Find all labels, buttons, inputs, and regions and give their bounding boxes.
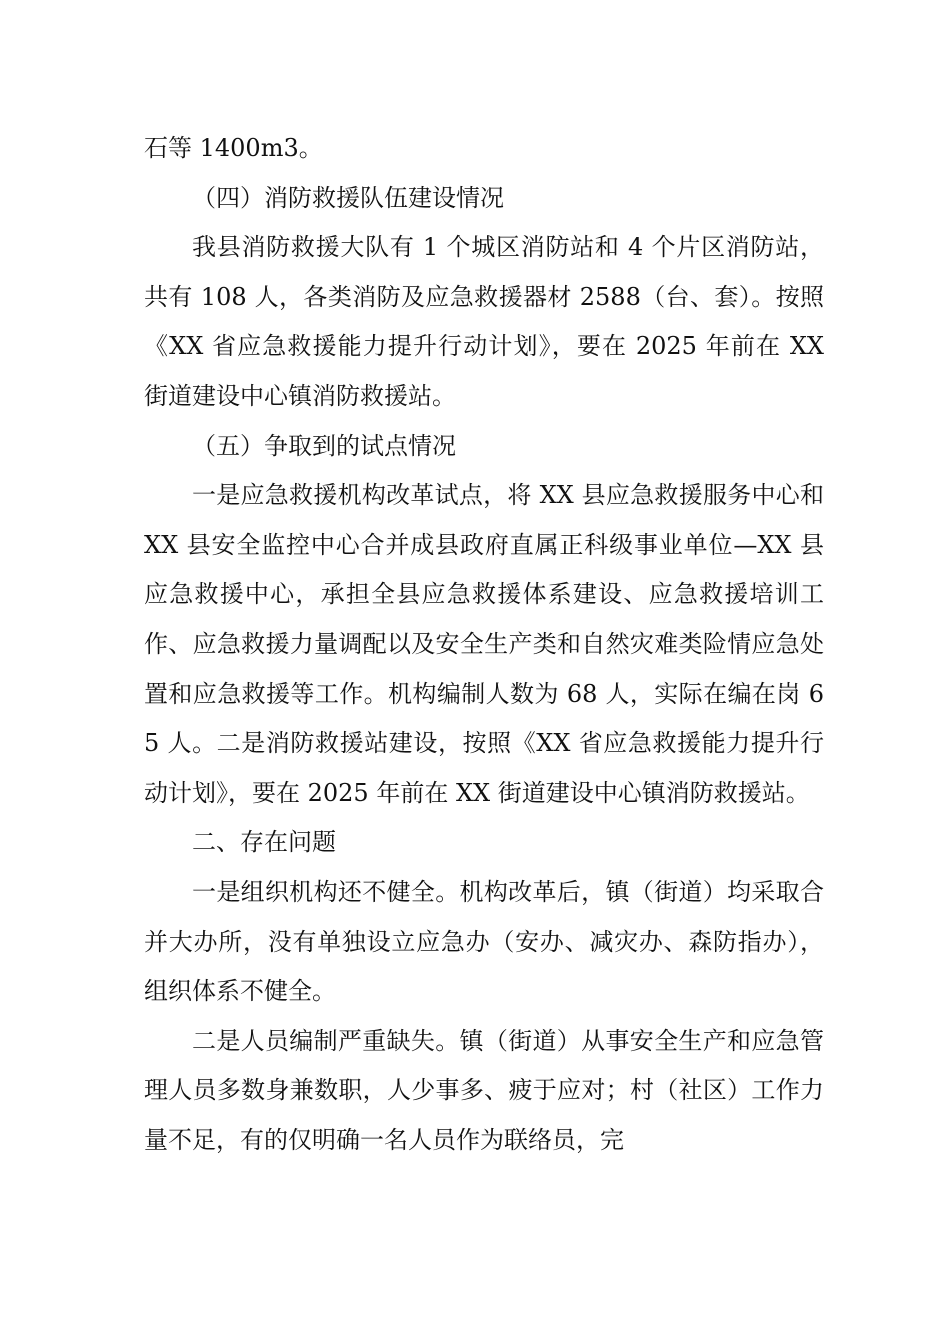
paragraph-problem-2: 二是人员编制严重缺失。镇（街道）从事安全生产和应急管理人员多数身兼数职，人少事多、疲于应对；村（社区）工作力量不足，有的仅明确一名人员作为联络员，完 — [144, 1026, 824, 1154]
paragraph-pilot-programs: 一是应急救援机构改革试点，将 XX 县应急救援服务中心和 XX 县安全监控中心合并成县政府直属正科级事业单位—XX 县应急救援中心，承担全县应急救援体系建设、应急救援培训工作、应急救援力量调配以及安全生产类和自然灾难类险情应急处置和应急救援等工作。机构编制人数为 68 人，实际在编在岗 65 人。二是消防救援站建设，按照《XX 省应急救援能力提升行动计划》，要在 2025 年前在 XX 街道建设中心镇消防救援站。 — [144, 481, 824, 807]
section-heading-5: （五）争取到的试点情况 — [192, 431, 456, 460]
paragraph-1: 石等 1400m3。 — [144, 134, 323, 162]
paragraph-fire-rescue: 我县消防救援大队有 1 个城区消防站和 4 个片区消防站，共有 108 人，各类消防及应急救援器材 2588（台、套）。按照《XX 省应急救援能力提升行动计划》，要在 2025 年前在 XX 街道建设中心镇消防救援站。 — [144, 233, 824, 410]
document-body — [144, 124, 824, 1165]
paragraph-problem-1: 一是组织机构还不健全。机构改革后，镇（街道）均采取合并大办所，没有单独设立应急办（安办、减灾办、森防指办），组织体系不健全。 — [144, 877, 824, 1006]
section-heading-4: （四）消防救援队伍建设情况 — [192, 183, 504, 212]
section-heading-problems: 二、存在问题 — [192, 828, 336, 857]
